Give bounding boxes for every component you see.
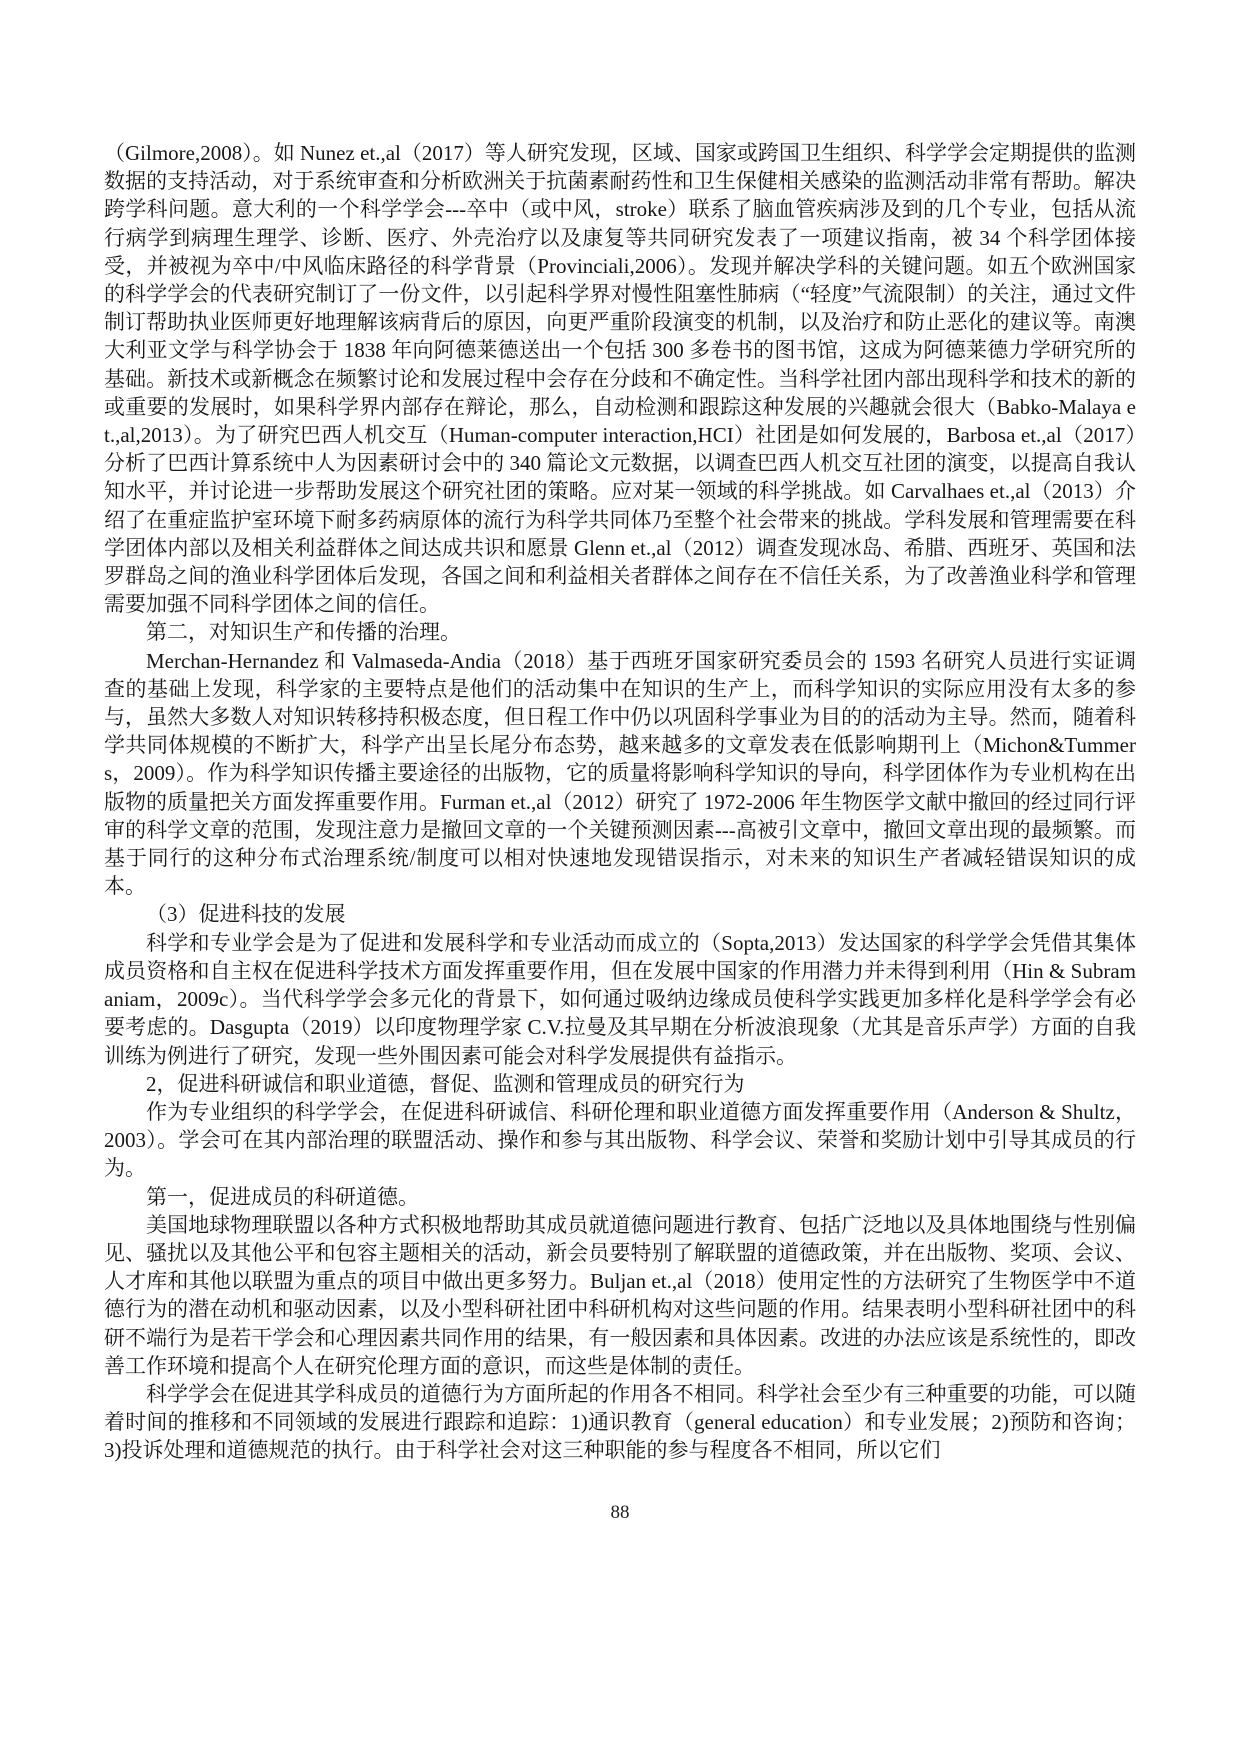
paragraph: 科学学会在促进其学科成员的道德行为方面所起的作用各不相同。科学社会至少有三种重要的功能，可以随着时间的推移和不同领域的发展进行跟踪和追踪：1)通识教育（general education）和专业发展；2)预防和咨询；3)投诉处理和道德规范的执行。由于科学社会对这三种职能的参与程度各不相同，所以它们 bbox=[104, 1381, 1136, 1463]
paragraph: 美国地球物理联盟以各种方式积极地帮助其成员就道德问题进行教育、包括广泛地以及具体地围绕与性别偏见、骚扰以及其他公平和包容主题相关的活动，新会员要特别了解联盟的道德政策，并在出版物、奖项、会议、人才库和其他以联盟为重点的项目中做出更多努力。Buljan et.,al（2018）使用定性的方法研究了生物医学中不道德行为的潜在动机和驱动因素，以及小型科研社团中科研机构对这些问题的作用。结果表明小型科研社团中的科研不端行为是若干学会和心理因素共同作用的结果，有一般因素和具体因素。改进的办法应该是系统性的，即改善工作环境和提高个人在研究伦理方面的意识，而这些是体制的责任。 bbox=[104, 1212, 1136, 1378]
paragraph: 作为专业组织的科学学会，在促进科研诚信、科研伦理和职业道德方面发挥重要作用（Anderson & Shultz，2003）。学会可在其内部治理的联盟活动、操作和参与其出版物、科学会议、荣誉和奖励计划中引导其成员的行为。 bbox=[104, 1099, 1136, 1181]
paragraph-heading: 第一，促进成员的科研道德。 bbox=[146, 1184, 419, 1209]
paragraph: 科学和专业学会是为了促进和发展科学和专业活动而成立的（Sopta,2013）发达国家的科学学会凭借其集体成员资格和自主权在促进科学技术方面发挥重要作用，但在发展中国家的作用潜力并未得到利用（Hin & Subramaniam，2009c）。当代科学学会多元化的背景下，如何通过吸纳边缘成员使科学实践更加多样化是科学学会有必要考虑的。Dasgupta（2019）以印度物理学家 C.V.拉曼及其早期在分析波浪现象（尤其是音乐声学）方面的自我训练为例进行了研究，发现一些外围因素可能会对科学发展提供有益指示。 bbox=[104, 930, 1136, 1068]
paragraph-heading: 第二，对知识生产和传播的治理。 bbox=[146, 620, 461, 645]
paragraph: Merchan-Hernandez 和 Valmaseda-Andia（2018）基于西班牙国家研究委员会的 1593 名研究人员进行实证调查的基础上发现，科学家的主要特点是他们的活动集中在知识的生产上，而科学知识的实际应用没有太多的参与，虽然大多数人对知识转移持积极态度，但日程工作中仍以巩固科学事业为目的的活动为主导。然而，随着科学共同体规模的不断扩大，科学产出呈长尾分布态势，越来越多的文章发表在低影响期刊上（Michon&Tummers，2009）。作为科学知识传播主要途径的出版物，它的质量将影响科学知识的导向，科学团体作为专业机构在出版物的质量把关方面发挥重要作用。Furman et.,al（2012）研究了 1972-2006 年生物医学文献中撤回的经过同行评审的科学文章的范围，发现注意力是撤回文章的一个关键预测因素---高被引文章中，撤回文章出现的最频繁。而基于同行的这种分布式治理系统/制度可以相对快速地发现错误指示，对未来的知识生产者减轻错误知识的成本。 bbox=[104, 648, 1136, 899]
body-text bbox=[104, 139, 1136, 1465]
paragraph-heading: 2，促进科研诚信和职业道德，督促、监测和管理成员的研究行为 bbox=[146, 1071, 745, 1096]
paragraph-heading: （3）促进科技的发展 bbox=[146, 902, 346, 927]
paragraph: （Gilmore,2008）。如 Nunez et.,al（2017）等人研究发现，区域、国家或跨国卫生组织、科学学会定期提供的监测数据的支持活动，对于系统审查和分析欧洲关于抗菌素耐药性和卫生保健相关感染的监测活动非常有帮助。解决跨学科问题。意大利的一个科学学会---卒中（或中风，stroke）联系了脑血管疾病涉及到的几个专业，包括从流行病学到病理生理学、诊断、医疗、外壳治疗以及康复等共同研究发表了一项建议指南，被 34 个科学团体接受，并被视为卒中/中风临床路径的科学背景（Provinciali,2006）。发现并解决学科的关键问题。如五个欧洲国家的科学学会的代表研究制订了一份文件，以引起科学界对慢性阻塞性肺病（“轻度”气流限制）的关注，通过文件制订帮助执业医师更好地理解该病背后的原因，向更严重阶段演变的机制，以及治疗和防止恶化的建议等。南澳大利亚文学与科学协会于 1838 年向阿德莱德送出一个包括 300 多卷书的图书馆，这成为阿德莱德力学研究所的基础。新技术或新概念在频繁讨论和发展过程中会存在分歧和不确定性。当科学社团内部出现科学和技术的新的或重要的发展时，如果科学界内部存在辩论，那么，自动检测和跟踪这种发展的兴趣就会很大（Babko-Malaya et.,al,2013）。为了研究巴西人机交互（Human-computer interaction,HCI）社团是如何发展的，Barbosa et.,al（2017）分析了巴西计算系统中人为因素研讨会中的 340 篇论文元数据，以调查巴西人机交互社团的演变，以提高自我认知水平，并讨论进一步帮助发展这个研究社团的策略。应对某一领域的科学挑战。如 Carvalhaes et.,al（2013）介绍了在重症监护室环境下耐多药病原体的流行为科学共同体乃至整个社会带来的挑战。学科发展和管理需要在科学团体内部以及相关利益群体之间达成共识和愿景 Glenn et.,al（2012）调查发现冰岛、希腊、西班牙、英国和法罗群岛之间的渔业科学团体后发现，各国之间和利益相关者群体之间存在不信任关系，为了改善渔业科学和管理需要加强不同科学团体之间的信任。 bbox=[104, 141, 1136, 617]
page-number: 88 bbox=[610, 1502, 630, 1523]
